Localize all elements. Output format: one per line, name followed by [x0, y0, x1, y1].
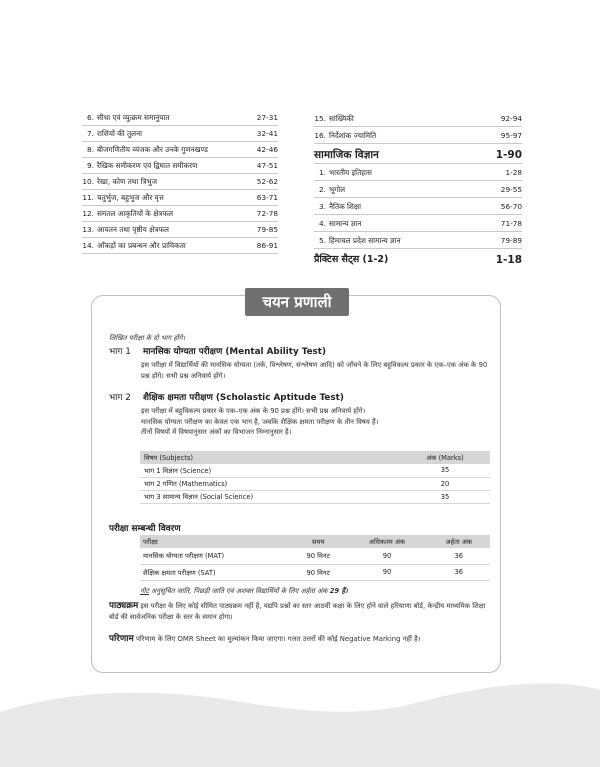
syllabus-paragraph: पाठ्यक्रम इस परीक्षा के लिए कोई सीमित पाठ्यक्रम नहीं है, यद्यपि प्रश्नों का स्तर आठवीं कक्षा के लिए होने वाले हरियाणा बोर्ड, केन्द्रीय माध्यमिक शिक्षा बोर्ड की सार्वजनिक परीक्षा के स्तर के समान होगा। — [109, 601, 486, 621]
exam-details-title: परीक्षा सम्बन्धी विवरण — [109, 524, 181, 534]
part-2-description-3: तीनों विषयों में विषयानुसार अंकों का विभाजन निम्नानुसार है। — [141, 428, 292, 436]
part-1-heading: मानसिक योग्यता परीक्षण (Mental Ability Test) — [143, 347, 327, 357]
contents-row: 7. राशियों की तुलना 32-41 — [82, 126, 278, 142]
exam-details-table — [140, 535, 490, 581]
part-2-tag: भाग 2 — [109, 393, 131, 403]
table-header-row: विषय (Subjects) अंक (Marks) — [140, 451, 490, 464]
contents-row: 14. आँकड़ों का प्रबन्धन और प्रायिकता 86-91 — [82, 238, 278, 254]
part-2-description-2: मानसिक योग्यता परीक्षण का केवल एक भाग है, जबकि शैक्षिक क्षमता परीक्षण के तीन विषय हैं। — [141, 417, 379, 426]
contents-row: 5. हिमाचल प्रदेश सामान्य ज्ञान 79-89 — [314, 232, 522, 249]
contents-row: 9. रैखिक समीकरण एवं द्विघात समीकरण 47-51 — [82, 158, 278, 174]
table-row: भाग 3 सामान्य विज्ञान (Social Science) 35 — [140, 490, 490, 503]
result-paragraph: परिणाम परिणाम के लिए OMR Sheet का मूल्यांकन किया जाएगा। गलत उत्तरों की कोई Negative Marking नहीं है। — [109, 634, 421, 644]
selection-process-title: चयन प्रणाली — [245, 288, 349, 316]
contents-row: 15. सांख्यिकी 92-94 — [314, 110, 522, 127]
contents-row: 10. रेखा, कोण तथा त्रिभुज 52-62 — [82, 174, 278, 190]
contents-right-column — [314, 110, 522, 269]
table-header-row: परीक्षा समय अधिकतम अंक अर्हता अंक — [140, 535, 490, 548]
selection-process-box — [91, 295, 501, 673]
part-1-section — [109, 346, 489, 381]
table-row: शैक्षिक क्षमता परीक्षण (SAT) 90 मिनट 90 36 — [140, 564, 490, 580]
contents-row: 3. नैतिक शिक्षा 56-70 — [314, 198, 522, 215]
contents-row: 12. समतल आकृतियों के क्षेत्रफल 72-78 — [82, 206, 278, 222]
part-2-heading: शैक्षिक क्षमता परीक्षण (Scholastic Aptitude Test) — [143, 393, 344, 403]
table-row: भाग 1 विज्ञान (Science) 35 — [140, 464, 490, 477]
contents-row: 11. चतुर्भुज, बहुभुज और वृत्त 63-71 — [82, 190, 278, 206]
contents-row: 8. बीजगणितीय व्यंजक और उनके गुणनखण्ड 42-46 — [82, 142, 278, 158]
part-1-tag: भाग 1 — [109, 347, 131, 357]
subject-marks-table — [140, 451, 490, 504]
contents-row: 4. सामान्य ज्ञान 71-78 — [314, 215, 522, 232]
contents-row: 1. भारतीय इतिहास 1-28 — [314, 164, 522, 181]
part-1-description: इस परीक्षा में विद्यार्थियों की मानसिक योग्यता (तर्क, विश्लेषण, संश्लेषण आदि) को जाँचने के लिए बहुविकल्प प्रकार के एक–एक अंक के 90 प्रश्न होंगे। सभी प्रश्न अनिवार्य होंगे। — [141, 361, 488, 380]
part-2-section — [109, 392, 489, 438]
intro-text: लिखित परीक्षा के दो भाग होंगे। — [109, 334, 186, 342]
result-label: परिणाम — [109, 634, 134, 644]
syllabus-label: पाठ्यक्रम — [109, 601, 139, 611]
part-2-description-1: इस परीक्षा में बहुविकल्प प्रकार के एक–एक अंक के 90 प्रश्न होंगे। सभी प्रश्न अनिवार्य होंगे। — [141, 407, 366, 415]
table-row: मानसिक योग्यता परीक्षण (MAT) 90 मिनट 90 36 — [140, 548, 490, 564]
practice-sets-row: प्रैक्टिस सैट्स (1-2) 1-18 — [314, 254, 522, 266]
qualifying-marks-note: नोट अनुसूचित जाति, पिछड़ी जाति एवं अशक्त विद्यार्थियों के लिए अर्हता अंक 29 हैं। — [140, 587, 348, 595]
contents-left-column — [82, 110, 278, 254]
contents-row: 6. सीधा एवं व्युत्क्रम समानुपात 27-31 — [82, 110, 278, 126]
contents-row: 16. निर्देशांक ज्यामिति 95-97 — [314, 127, 522, 144]
contents-row: 2. भूगोल 29-55 — [314, 181, 522, 198]
social-science-heading: सामाजिक विज्ञान 1-90 — [314, 144, 522, 164]
social-science-items — [314, 164, 522, 249]
table-row: भाग 2 गणित (Mathematics) 20 — [140, 477, 490, 490]
contents-row: 13. आयतन तथा पृष्ठीय क्षेत्रफल 79-85 — [82, 222, 278, 238]
